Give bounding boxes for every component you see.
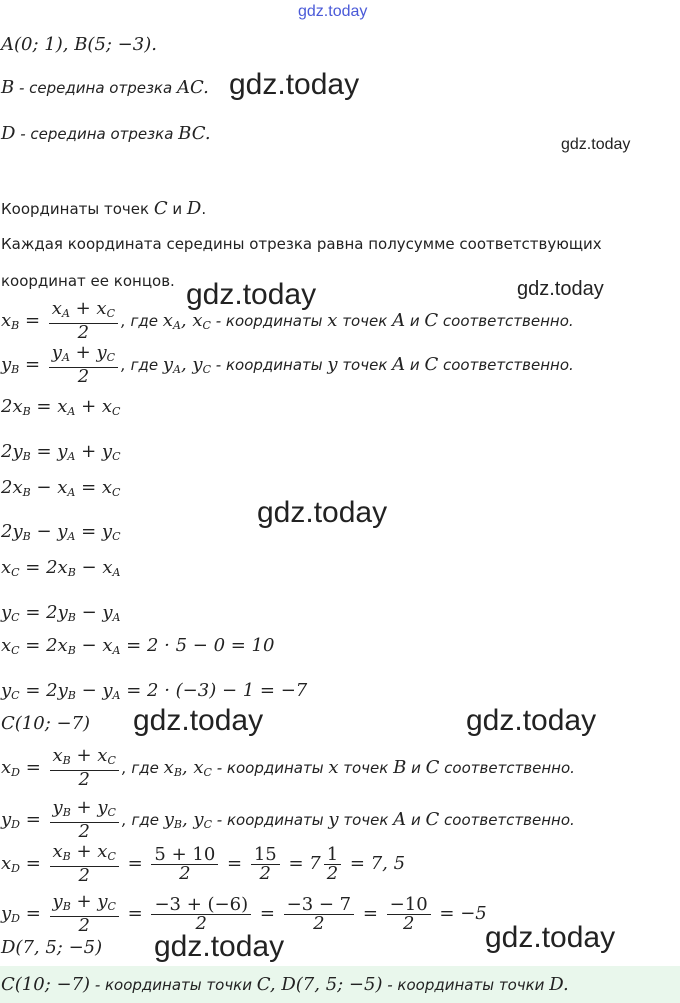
eq-5: $x_C = 2x_B - x_A$ bbox=[1, 557, 121, 579]
point-a-given: A(0; 1) bbox=[1, 34, 63, 55]
point-b-given: B(5; −3) bbox=[74, 34, 152, 55]
watermark-2: gdz.today bbox=[561, 136, 631, 153]
calc-xd: $x_D$ = $\frac{x_B + x_C}{2}$ = $\frac{5 + 10}{2}$ = $\frac{15}{2}$ = 7 $\frac{1}{2}$ = 7, 5 bbox=[1, 841, 406, 886]
watermark-3: gdz.today bbox=[186, 278, 317, 311]
watermark-9: gdz.today bbox=[485, 921, 616, 954]
eq-3: $2x_B - x_A = x_C$ bbox=[1, 477, 121, 499]
eq-6: $y_C = 2y_B - y_A$ bbox=[1, 602, 121, 624]
eq-7: $x_C = 2x_B - x_A = 2 \cdot 5 - 0 = 10$ bbox=[1, 635, 275, 657]
eq-2: $2y_B = y_A + y_C$ bbox=[1, 441, 121, 463]
watermark-8: gdz.today bbox=[154, 930, 285, 963]
coords-heading: Координаты точек C и D. bbox=[1, 198, 207, 219]
point-d-result: D(7, 5; −5) bbox=[1, 937, 103, 958]
eq-1: $2x_B = x_A + x_C$ bbox=[1, 396, 121, 418]
eq-8: $y_C = 2y_B - y_A = 2 \cdot (-3) - 1 = -7$ bbox=[1, 680, 308, 702]
point-c-result: C(10; −7) bbox=[1, 713, 91, 734]
eq-4: $2y_B - y_A = y_C$ bbox=[1, 521, 121, 543]
formula-xb: $x_B$ = $\frac{x_A + x_C}{2}$ , где $x_A$, $x_C$ - координаты x точек A и C соответственно. bbox=[1, 298, 574, 343]
watermark-5: gdz.today bbox=[257, 496, 388, 529]
watermark-4: gdz.today bbox=[517, 278, 604, 300]
watermark-1: gdz.today bbox=[229, 68, 360, 101]
answer-line: C(10; −7) - координаты точки C, D(7, 5; −5) - координаты точки D. bbox=[1, 974, 569, 995]
formula-xd: $x_D$ = $\frac{x_B + x_C}{2}$ , где $x_B$, $x_C$ - координаты x точек B и C соответственно. bbox=[1, 745, 575, 790]
watermark-7: gdz.today bbox=[466, 704, 597, 737]
line-b-midpoint: B - середина отрезка AC. bbox=[1, 77, 209, 98]
line-d-midpoint: D - середина отрезка BC. bbox=[1, 123, 211, 144]
calc-yd: $y_D$ = $\frac{y_B + y_C}{2}$ = $\frac{-3 + (-6)}{2}$ = $\frac{-3 - 7}{2}$ = $\frac{-10}{2}$ = −5 bbox=[1, 891, 487, 936]
formula-yd: $y_D$ = $\frac{y_B + y_C}{2}$ , где $y_B$, $y_C$ - координаты y точек A и C соответственно. bbox=[1, 797, 575, 842]
answer-box bbox=[0, 966, 680, 1003]
rule-line-2: координат ее концов. bbox=[1, 272, 175, 290]
rule-line-1: Каждая координата середины отрезка равна полусумме соответствующих bbox=[1, 235, 602, 253]
watermark-6: gdz.today bbox=[133, 704, 264, 737]
formula-yb: $y_B$ = $\frac{y_A + y_C}{2}$ , где $y_A$, $y_C$ - координаты y точек A и C соответственно. bbox=[1, 342, 574, 387]
watermark-top: gdz.today bbox=[298, 3, 368, 20]
given-points: A(0; 1), B(5; −3). bbox=[1, 34, 157, 55]
